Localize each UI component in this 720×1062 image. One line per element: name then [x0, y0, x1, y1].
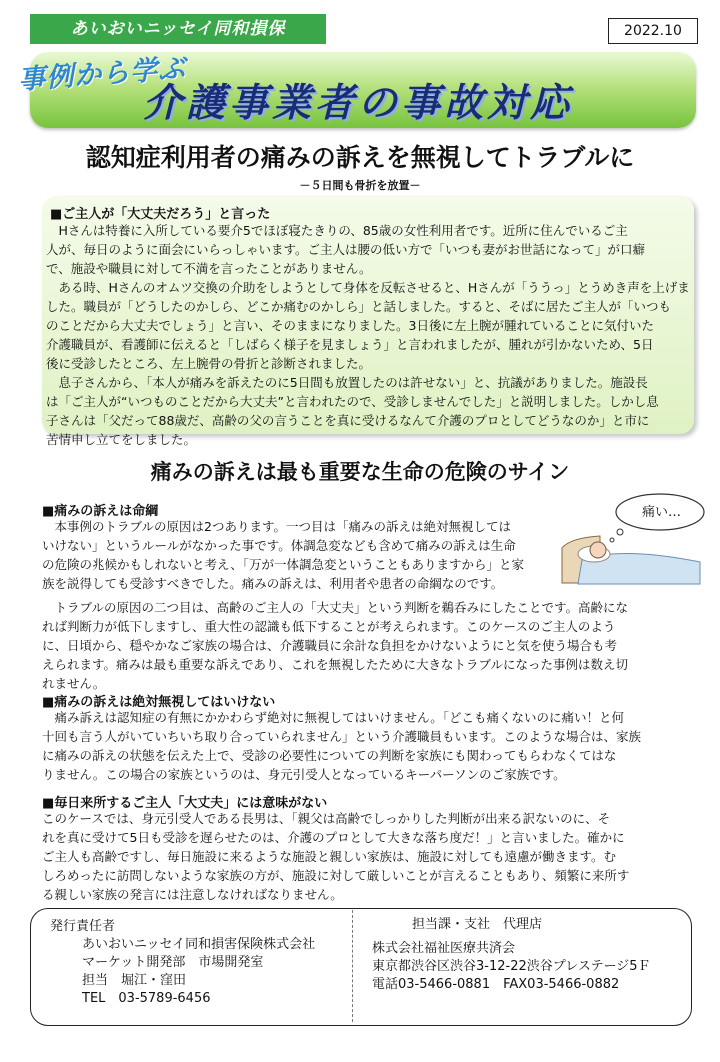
section2-line: りません。この場合の家族というのは、身元引受人となっているキーパーソンのご家族です。	[42, 767, 566, 782]
series-subtitle: 事例から学ぶ	[17, 53, 188, 96]
publisher-company: あいおいニッセイ同和損害保険株式会社	[82, 937, 316, 952]
footer-divider	[352, 910, 353, 1022]
bubble-dot	[617, 529, 623, 535]
section1-heading: ■痛みの訴えは命綱	[42, 504, 159, 519]
patient-head	[590, 542, 606, 558]
series-title: 介護事業者の事故対応	[142, 81, 573, 126]
section1-line: れません。	[42, 676, 106, 691]
section3-line: ご主人も高齢ですし、毎日施設に来るような施設と親しい家族は、施設に対しても遠慮が働きます。む	[42, 849, 617, 864]
patient-in-bed-illustration	[560, 488, 710, 588]
section2-heading: ■痛みの訴えは絶対無視してはいけない	[42, 695, 276, 710]
case-line: 息子さんから、「本人が痛みを訴えたのに5日間も放置したのは許せない」と、抗議がありました。施設長	[46, 375, 648, 390]
case-line: 後に受診したところ、左上腕骨の骨折と診断されました。	[46, 356, 372, 371]
case-line: のことだから大丈夫でしょう」と言い、そのままになりました。3日後に左上腕が腫れていることに気付いた	[46, 318, 654, 333]
section3-line: る親しい家族の発言には注意しなければなりません。	[42, 887, 343, 902]
article-subheadline: －５日間も骨折を放置－	[299, 179, 421, 192]
section1-line: の危険の兆候かもしれないと考え、「万が一体調急変ということもありますから」と家	[42, 557, 525, 572]
section2-line: 十回も言う人がいていちいち取り合っていられません」という介護職員もいます。このような場合は、家族	[42, 729, 642, 744]
case-line: した。職員が「どうしたのかしら、どこか痛むのかしら」と話しました。すると、そばに居たご主人が「いつも	[46, 299, 672, 314]
section1-line: トラブルの原因の二つ目は、高齢のご主人の「大丈夫」という判断を鵜呑みにしたことです。高齢にな	[42, 600, 629, 615]
case-line: 介護職員が、看護師に伝えると「しばらく様子を見ましょう」と言われましたが、腫れが引かないため、5日	[46, 337, 654, 352]
publisher-label: 発行責任者	[50, 919, 116, 934]
agent-label: 担当課・支社 代理店	[412, 917, 543, 932]
section3-line: れを真に受けて5日も受診を遅らせたのは、介護のプロとして大きな落ち度だ！」と言いました。確かに	[42, 830, 625, 845]
agent-phone: 電話03-5466-0881 FAX03-5466-0882	[372, 977, 620, 992]
section3-body	[42, 809, 629, 904]
section1-line: 族を説得しても受診すべきでした。痛みの訴えは、利用者や患者の命綱なのです。	[42, 576, 504, 591]
publisher-person: 担当 堀江・窪田	[82, 973, 187, 988]
section2-line: に痛みの訴えの状態を伝えた上で、受診の必要性についての判断を家族にも関わってもらわなくてはな	[42, 748, 617, 763]
article-headline: 認知症利用者の痛みの訴えを無視してトラブルに	[85, 143, 635, 172]
case-line: 苦情申し立てをしました。	[46, 432, 197, 447]
bubble-text: 痛い…	[642, 505, 682, 520]
case-line: は「ご主人が“いつものことだから大丈夫”と言われたので、受診しませんでした」と説明しました。しかし息	[46, 394, 659, 409]
agent-address: 東京都渋谷区渋谷3-12-22渋谷プレステージ5Ｆ	[372, 959, 651, 974]
section1-body-continued	[42, 598, 628, 693]
case-heading: ■ご主人が「大丈夫だろう」と言った	[50, 207, 271, 222]
publisher-tel: TEL 03-5789-6456	[82, 991, 211, 1006]
case-line: Hさんは特養に入所している要介5でほぼ寝たきりの、85歳の女性利用者です。近所に住んでいるご主	[46, 223, 628, 238]
section1-body	[42, 517, 524, 593]
bubble-dot	[610, 538, 614, 542]
company-tag: あいおいニッセイ同和損保	[30, 14, 326, 44]
issue-date: 2022.10	[608, 18, 698, 44]
case-line: ある時、Hさんのオムツ交換の介助をしようとして身体を反転させると、Hさんが「ううっ」とうめき声を上げま	[46, 280, 690, 295]
case-line: で、施設や職員に対して不満を言ったことがありません。	[46, 261, 372, 276]
section1-line: いけない」というルールがなかった事です。体調急変なども含めて痛みの訴えは生命	[42, 538, 516, 553]
section1-line: れば判断力が低下しますし、重大性の認識も低下することが考えられます。このケースのご主人のよう	[42, 619, 616, 634]
section3-line: このケースでは、身元引受人である長男は、「親父は高齢でしっかりした判断が出来る訳ないのに、そ	[42, 811, 611, 826]
section-title: 痛みの訴えは最も重要な生命の危険のサイン	[150, 460, 570, 484]
section3-line: しろめったに訪問しないような家族の方が、施設に対して厳しいことが言えることもあり、頻繁に来所す	[42, 868, 630, 883]
case-line: 子さんは「父だって88歳だ、高齢の父の言うことを真に受けるなんて介護のプロとしてどうなのか」と市に	[46, 413, 650, 428]
agent-name: 株式会社福祉医療共済会	[372, 941, 516, 956]
section2-line: 痛み訴えは認知症の有無にかかわらず絶対に無視してはいけません。「どこも痛くないのに痛い！と何	[42, 710, 625, 725]
case-body	[46, 221, 690, 449]
section3-heading: ■毎日来所するご主人「大丈夫」には意味がない	[42, 796, 328, 811]
publisher-dept: マーケット開発部 市場開発室	[82, 955, 264, 970]
case-line: 人が、毎日のように面会にいらっしゃいます。ご主人は腰の低い方で「いつも妻がお世話になって」が口癖	[46, 242, 646, 257]
section1-line: 本事例のトラブルの原因は2つあります。一つ目は「痛みの訴えは絶対無視しては	[42, 519, 511, 534]
section1-line: に、日頃から、穏やかなご家族の場合は、介護職員に余計な負担をかけないようにと気を使う場合も考	[42, 638, 618, 653]
section1-line: えられます。痛みは最も重要な訴えであり、これを無視したために大きなトラブルになった事例は数え切	[42, 657, 629, 672]
section2-body	[42, 708, 641, 784]
